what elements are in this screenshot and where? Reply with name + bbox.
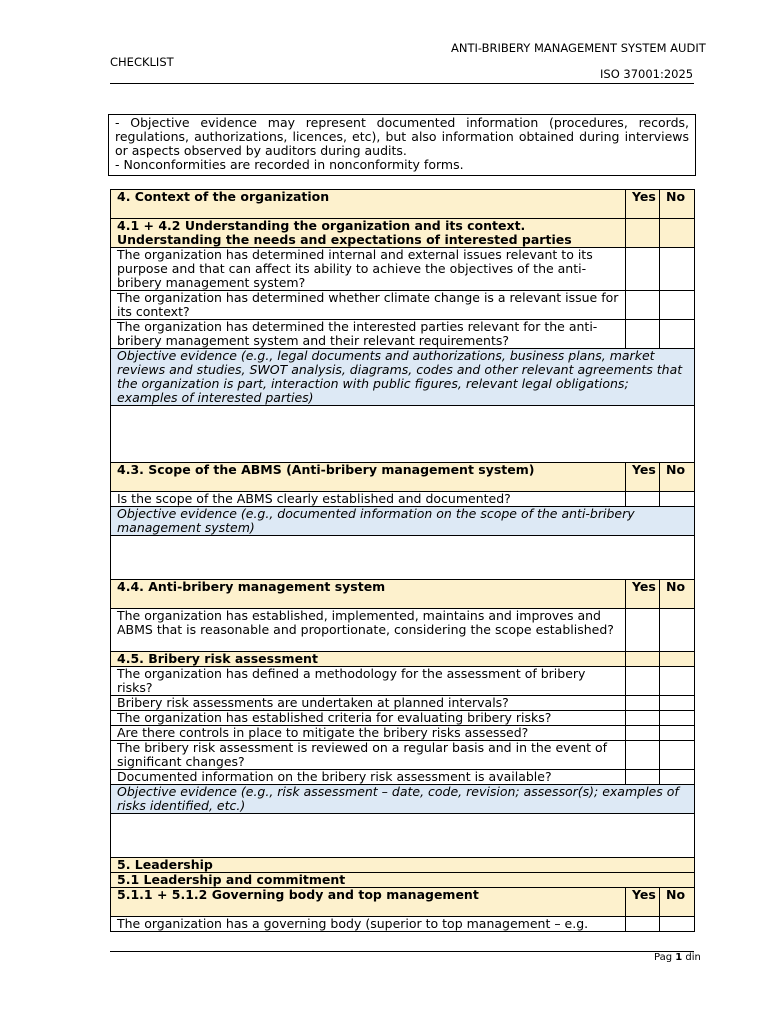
yes-cell[interactable]	[626, 917, 660, 932]
yes-cell[interactable]	[626, 291, 660, 320]
yes-cell[interactable]	[626, 741, 660, 770]
question-text: The organization has determined internal and external issues relevant to its purpose and that can affect its ability to achieve the objectives of the anti-bribery management system?	[111, 248, 626, 291]
question-row	[111, 609, 695, 652]
subsection-title: 4.1 + 4.2 Understanding the organization and its context. Understanding the needs and expectations of interested parties	[111, 219, 626, 248]
subsection-title: 5.1 Leadership and commitment	[111, 873, 695, 888]
no-cell[interactable]	[660, 770, 695, 785]
no-cell[interactable]	[660, 917, 695, 932]
section-header-row	[111, 858, 695, 873]
page-number	[654, 952, 701, 963]
document-type: CHECKLIST	[110, 55, 174, 69]
audit-checklist-table	[110, 189, 695, 932]
evidence-entry-area[interactable]	[111, 814, 695, 858]
question-row	[111, 726, 695, 741]
evidence-entry-row	[111, 536, 695, 580]
no-column-header: No	[660, 463, 695, 492]
notes-box	[108, 114, 696, 176]
subsection-title: 5.1.1 + 5.1.2 Governing body and top management	[111, 888, 626, 917]
no-column-header: No	[660, 888, 695, 917]
no-column-header: No	[660, 190, 695, 219]
question-text: Documented information on the bribery risk assessment is available?	[111, 770, 626, 785]
question-row	[111, 696, 695, 711]
no-cell[interactable]	[660, 652, 695, 667]
no-cell[interactable]	[660, 696, 695, 711]
evidence-row	[111, 507, 695, 536]
section-title: 4. Context of the organization	[111, 190, 626, 219]
objective-evidence-label: Objective evidence (e.g., legal documents and authorizations, business plans, market reviews and studies, SWOT analysis, diagrams, codes and other relevant agreements that the organization is part, interaction with public figures, relevant legal obligations; examples of interested parties)	[111, 349, 695, 406]
question-text: The organization has established, implemented, maintains and improves and ABMS that is reasonable and proportionate, considering the scope established?	[111, 609, 626, 652]
no-cell[interactable]	[660, 741, 695, 770]
no-cell[interactable]	[660, 320, 695, 349]
yes-column-header: Yes	[626, 888, 660, 917]
question-row	[111, 741, 695, 770]
document-title: ANTI-BRIBERY MANAGEMENT SYSTEM AUDIT	[451, 41, 706, 55]
no-column-header: No	[660, 580, 695, 609]
page-prefix: Pag	[654, 952, 676, 963]
subsection-header-row	[111, 463, 695, 492]
yes-cell[interactable]	[626, 652, 660, 667]
question-text: The bribery risk assessment is reviewed on a regular basis and in the event of significant changes?	[111, 741, 626, 770]
subsection-header-row	[111, 580, 695, 609]
objective-evidence-label: Objective evidence (e.g., documented information on the scope of the anti-bribery management system)	[111, 507, 695, 536]
no-cell[interactable]	[660, 248, 695, 291]
evidence-row	[111, 785, 695, 814]
question-row	[111, 711, 695, 726]
evidence-row	[111, 349, 695, 406]
yes-cell[interactable]	[626, 320, 660, 349]
no-cell[interactable]	[660, 492, 695, 507]
evidence-entry-area[interactable]	[111, 406, 695, 463]
question-text: The organization has defined a methodology for the assessment of bribery risks?	[111, 667, 626, 696]
question-text: The organization has a governing body (superior to top management – e.g.	[111, 917, 626, 932]
question-text: Are there controls in place to mitigate the bribery risks assessed?	[111, 726, 626, 741]
subsection-header-row	[111, 652, 695, 667]
subsection-title: 4.5. Bribery risk assessment	[111, 652, 626, 667]
evidence-entry-row	[111, 406, 695, 463]
question-row	[111, 917, 695, 932]
question-row	[111, 248, 695, 291]
page-current: 1	[675, 952, 683, 963]
yes-column-header: Yes	[626, 190, 660, 219]
yes-cell[interactable]	[626, 711, 660, 726]
question-row	[111, 291, 695, 320]
note-nonconformities: - Nonconformities are recorded in nonconformity forms.	[115, 157, 464, 172]
no-cell[interactable]	[660, 726, 695, 741]
question-text: Is the scope of the ABMS clearly established and documented?	[111, 492, 626, 507]
no-cell[interactable]	[660, 667, 695, 696]
footer-divider	[110, 951, 694, 952]
note-objective-evidence: - Objective evidence may represent documented information (procedures, records, regulations, authorizations, licences, etc), but also information obtained during interviews or aspects observed by auditors during audits.	[115, 115, 689, 158]
subsection-title: 4.3. Scope of the ABMS (Anti-bribery management system)	[111, 463, 626, 492]
question-row	[111, 492, 695, 507]
section-title: 5. Leadership	[111, 858, 695, 873]
yes-cell[interactable]	[626, 667, 660, 696]
no-cell[interactable]	[660, 291, 695, 320]
page-suffix: din	[682, 952, 701, 963]
yes-cell[interactable]	[626, 609, 660, 652]
question-text: The organization has determined the interested parties relevant for the anti-bribery management system and their relevant requirements?	[111, 320, 626, 349]
no-cell[interactable]	[660, 219, 695, 248]
subsection-header-row	[111, 873, 695, 888]
question-row	[111, 320, 695, 349]
yes-cell[interactable]	[626, 770, 660, 785]
subsection-header-row	[111, 888, 695, 917]
no-cell[interactable]	[660, 711, 695, 726]
yes-cell[interactable]	[626, 696, 660, 711]
evidence-entry-area[interactable]	[111, 536, 695, 580]
question-text: Bribery risk assessments are undertaken at planned intervals?	[111, 696, 626, 711]
yes-cell[interactable]	[626, 492, 660, 507]
question-text: The organization has established criteria for evaluating bribery risks?	[111, 711, 626, 726]
standard-reference: ISO 37001:2025	[600, 67, 694, 81]
objective-evidence-label: Objective evidence (e.g., risk assessment – date, code, revision; assessor(s); examples of risks identified, etc.)	[111, 785, 695, 814]
no-cell[interactable]	[660, 609, 695, 652]
yes-column-header: Yes	[626, 463, 660, 492]
yes-cell[interactable]	[626, 219, 660, 248]
evidence-entry-row	[111, 814, 695, 858]
yes-cell[interactable]	[626, 248, 660, 291]
yes-column-header: Yes	[626, 580, 660, 609]
question-row	[111, 667, 695, 696]
subsection-header-row	[111, 219, 695, 248]
question-text: The organization has determined whether climate change is a relevant issue for its context?	[111, 291, 626, 320]
header-divider	[110, 83, 694, 84]
question-row	[111, 770, 695, 785]
yes-cell[interactable]	[626, 726, 660, 741]
section-header-row	[111, 190, 695, 219]
subsection-title: 4.4. Anti-bribery management system	[111, 580, 626, 609]
